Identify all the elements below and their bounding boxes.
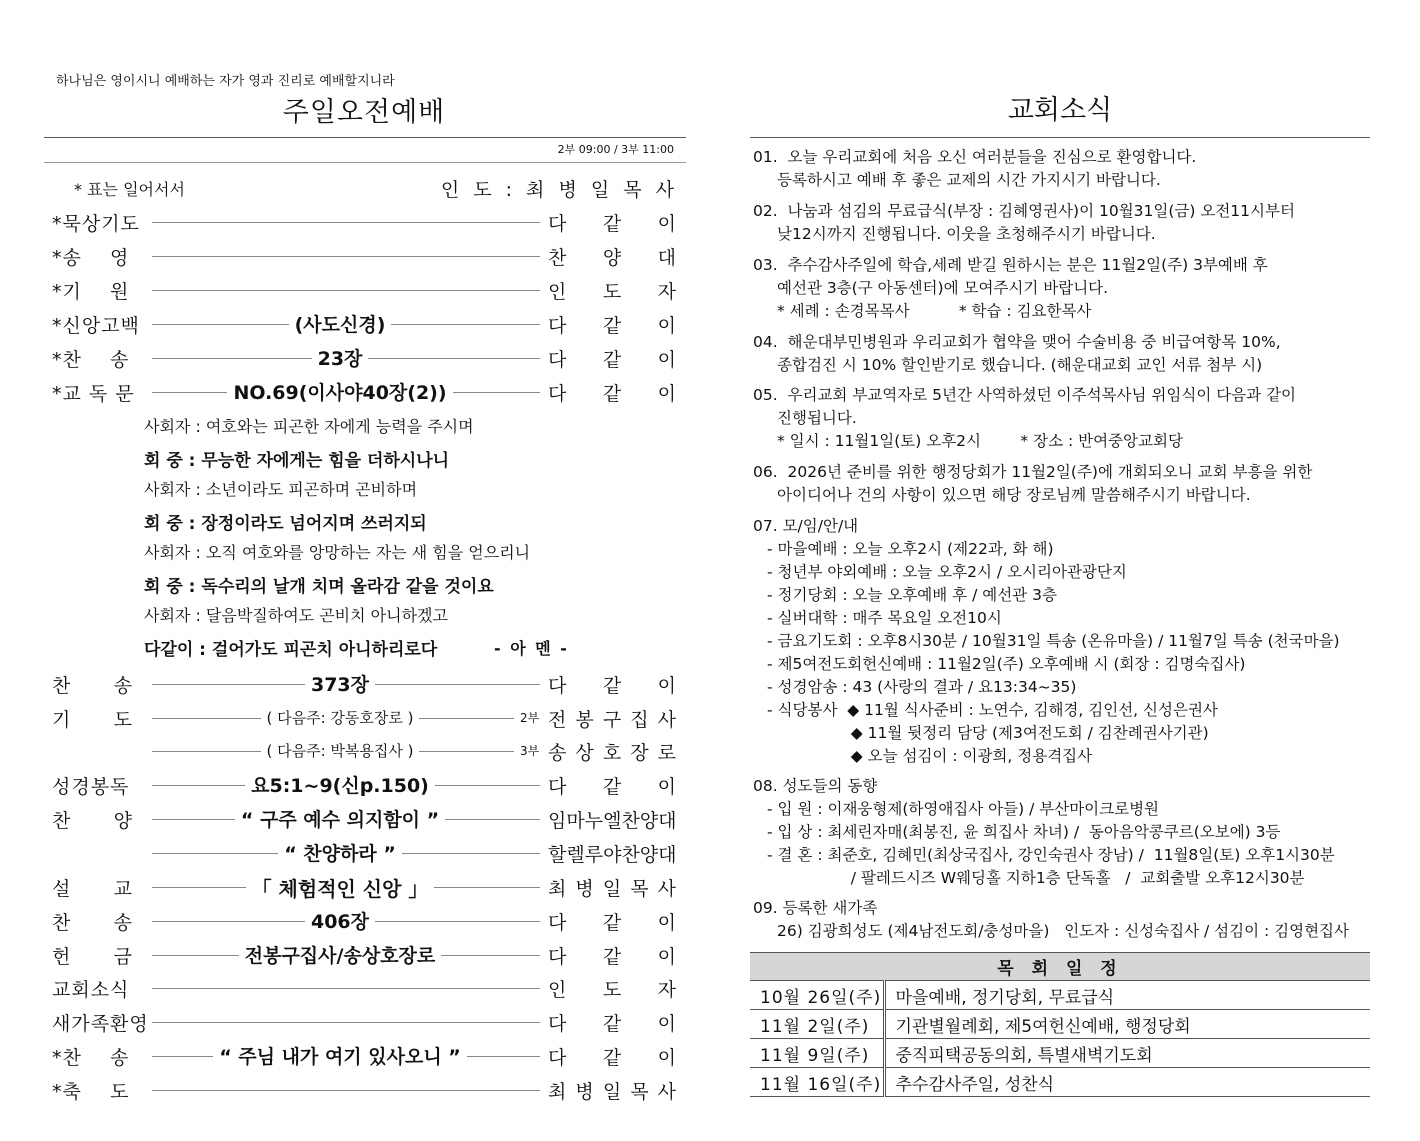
news-line: 낮12시까지 진행됩니다. 이웃을 초청해주시기 바랍니다. bbox=[777, 225, 1156, 243]
service-times: 2부 09:00 / 3부 11:00 bbox=[557, 143, 674, 156]
schedule-event: 중직피택공동의회, 특별새벽기도회 bbox=[884, 1039, 1370, 1068]
reading-line: 사회자 : 여호와는 피곤한 자에게 능력을 주시며 bbox=[144, 417, 474, 436]
news-line: 02. 나눔과 섬김의 무료급식(부장 : 김혜영권사)이 10월31일(금) 오전11시부터 bbox=[753, 202, 1295, 220]
order-label: *신앙고백 bbox=[52, 315, 140, 337]
reading-line: 사회자 : 달음박질하여도 곤비치 아니하겠고 bbox=[144, 606, 448, 625]
order-row bbox=[52, 1040, 680, 1070]
order-leader: 최 병 일 목 사 bbox=[548, 1081, 676, 1103]
leader-line bbox=[152, 1090, 540, 1091]
news-line: 07. 모/임/안/내 bbox=[753, 517, 859, 535]
order-row bbox=[52, 871, 680, 901]
order-row bbox=[52, 342, 680, 372]
schedule-event: 기관별월례회, 제5여헌신예배, 행정당회 bbox=[884, 1010, 1370, 1039]
order-leader: 송 상 호 장 로 bbox=[548, 742, 676, 764]
schedule-row bbox=[750, 981, 1370, 1010]
order-detail: “ 구주 예수 의지함이 ” bbox=[172, 805, 508, 832]
order-leader: 다 같 이 bbox=[548, 349, 676, 371]
schedule-row bbox=[750, 1039, 1370, 1068]
times-rule bbox=[44, 162, 686, 163]
order-row bbox=[52, 702, 680, 732]
order-leader: 최 병 일 목 사 bbox=[548, 878, 676, 900]
order-detail: 373장 bbox=[172, 670, 508, 697]
leader-line bbox=[152, 256, 540, 257]
order-row bbox=[52, 1006, 680, 1036]
order-label: *찬 송 bbox=[52, 349, 130, 371]
schedule-title: 목 회 일 정 bbox=[750, 953, 1370, 981]
order-label: *묵상기도 bbox=[52, 213, 140, 235]
reading-line: 회 중 : 무능한 자에게는 힘을 더하시나니 bbox=[144, 450, 450, 471]
order-detail: 406장 bbox=[172, 907, 508, 934]
order-label: 찬 양 bbox=[52, 810, 133, 832]
order-label: 기 도 bbox=[52, 709, 133, 731]
schedule-date: 11월 9일(주) bbox=[750, 1039, 884, 1068]
news-item bbox=[753, 515, 1365, 768]
standing-notice: * 표는 일어서서 bbox=[74, 180, 185, 199]
news-line: 04. 해운대부민병원과 우리교회가 협약을 맺어 수술비용 중 비급여항목 10%, bbox=[753, 333, 1281, 351]
order-label: *축 도 bbox=[52, 1081, 130, 1103]
order-row bbox=[52, 735, 680, 765]
order-label: *찬 송 bbox=[52, 1047, 130, 1069]
news-line: 06. 2026년 준비를 위한 행정당회가 11월2일(주)에 개회되오니 교회 부흥을 위한 bbox=[753, 463, 1313, 481]
reading-line: 사회자 : 오직 여호와를 앙망하는 자는 새 힘을 얻으리니 bbox=[144, 543, 531, 562]
schedule-date: 10월 26일(주) bbox=[750, 981, 884, 1010]
order-leader: 전 봉 구 집 사 bbox=[548, 709, 676, 731]
news-line: * 일시 : 11월1일(토) 오후2시 * 장소 : 반여중앙교회당 bbox=[777, 432, 1183, 450]
order-leader: 임 마 누 엘 찬 양 대 bbox=[548, 810, 677, 832]
news-title-rule bbox=[750, 137, 1370, 138]
order-label: 새가족환영 bbox=[52, 1013, 149, 1035]
order-label: 헌 금 bbox=[52, 946, 133, 968]
order-row bbox=[52, 668, 680, 698]
news-item bbox=[753, 331, 1365, 377]
order-detail: 23장 bbox=[172, 344, 508, 371]
order-detail: ( 다음주: 박복용집사 ) bbox=[172, 740, 508, 761]
order-detail: “ 주님 내가 여기 있사오니 ” bbox=[172, 1042, 508, 1069]
service-part: 3부 bbox=[520, 744, 540, 758]
news-item bbox=[753, 897, 1365, 943]
news-line: - 청년부 야외예배 : 오늘 오후2시 / 오시리아관광단지 bbox=[767, 563, 1127, 581]
order-row bbox=[52, 240, 680, 270]
leader-line bbox=[152, 222, 540, 223]
order-row bbox=[52, 308, 680, 338]
news-line: - 실버대학 : 매주 목요일 오전10시 bbox=[767, 609, 1002, 627]
order-label: 찬 송 bbox=[52, 912, 133, 934]
news-line: ◆ 오늘 섬김이 : 이광희, 정용격집사 bbox=[767, 747, 1093, 765]
news-line: 종합검진 시 10% 할인받기로 했습니다. (해운대교회 교인 서류 첨부 시) bbox=[777, 356, 1263, 374]
order-leader: 다 같 이 bbox=[548, 383, 676, 405]
news-item bbox=[753, 254, 1365, 323]
news-line: - 마을예배 : 오늘 오후2시 (제22과, 화 해) bbox=[767, 540, 1054, 558]
church-news-page bbox=[750, 0, 1370, 1141]
news-item bbox=[753, 146, 1365, 192]
news-line: 26) 김광희성도 (제4남전도회/충성마을) 인도자 : 신성숙집사 / 섬김이 : 김영현집사 bbox=[777, 922, 1350, 940]
news-line: ◆ 11월 뒷정리 담당 (제3여전도회 / 김찬례권사기관) bbox=[767, 724, 1209, 742]
schedule-row bbox=[750, 1010, 1370, 1039]
news-item bbox=[753, 775, 1365, 890]
scripture-motto: 하나님은 영이시니 예배하는 자가 영과 진리로 예배할지니라 bbox=[56, 74, 395, 89]
worship-order-page bbox=[44, 0, 686, 1141]
news-item bbox=[753, 461, 1365, 507]
order-row bbox=[52, 769, 680, 799]
schedule-event: 추수감사주일, 성찬식 bbox=[884, 1068, 1370, 1097]
news-title: 교회소식 bbox=[1007, 95, 1113, 126]
news-line: - 금요기도회 : 오후8시30분 / 10월31일 특송 (온유마을) / 11월7일 특송 (천국마을) bbox=[767, 632, 1340, 650]
order-leader: 인 도 자 bbox=[548, 281, 676, 303]
news-line: 03. 추수감사주일에 학습,세례 받길 원하시는 분은 11월2일(주) 3부예배 후 bbox=[753, 256, 1268, 274]
order-detail: 전봉구집사/송상호장로 bbox=[172, 941, 508, 968]
order-detail: (사도신경) bbox=[172, 310, 508, 337]
order-row bbox=[52, 274, 680, 304]
schedule-table bbox=[750, 952, 1370, 1097]
news-line: 진행됩니다. bbox=[777, 409, 857, 427]
order-label: *송 영 bbox=[52, 247, 130, 269]
news-item bbox=[753, 200, 1365, 246]
leader-line bbox=[152, 1022, 540, 1023]
order-label: 찬 송 bbox=[52, 675, 133, 697]
order-leader: 다 같 이 bbox=[548, 1047, 676, 1069]
order-label: 성경봉독 bbox=[52, 776, 130, 798]
news-line: - 성경암송 : 43 (사랑의 결과 / 요13:34~35) bbox=[767, 678, 1077, 696]
order-leader: 인 도 자 bbox=[548, 979, 676, 1001]
leader-line bbox=[152, 290, 540, 291]
news-line: - 입 원 : 이재웅형제(하영애집사 아들) / 부산마이크로병원 bbox=[767, 800, 1160, 818]
order-row bbox=[52, 972, 680, 1002]
news-line: 01. 오늘 우리교회에 처음 오신 여러분들을 진심으로 환영합니다. bbox=[753, 148, 1197, 166]
order-leader: 다 같 이 bbox=[548, 675, 676, 697]
news-line: - 제5여전도회헌신예배 : 11월2일(주) 오후예배 시 (회장 : 김명숙집사) bbox=[767, 655, 1246, 673]
schedule-event: 마을예배, 정기당회, 무료급식 bbox=[884, 981, 1370, 1010]
schedule-row bbox=[750, 1068, 1370, 1097]
news-line: * 세례 : 손경목목사 * 학습 : 김요한목사 bbox=[777, 302, 1092, 320]
news-line: 아이디어나 건의 사항이 있으면 해당 장로님께 말씀해주시기 바랍니다. bbox=[777, 486, 1251, 504]
news-line: 예선관 3층(구 아동센터)에 모여주시기 바랍니다. bbox=[777, 279, 1109, 297]
reading-line: 다같이 : 걸어가도 피곤치 아니하리로다 bbox=[144, 639, 438, 660]
order-detail: 「 체험적인 신앙 」 bbox=[172, 873, 508, 902]
news-line: - 식당봉사 ◆ 11월 식사준비 : 노연수, 김해경, 김인선, 신성은권사 bbox=[767, 701, 1218, 719]
schedule-date: 11월 16일(주) bbox=[750, 1068, 884, 1097]
order-label: 설 교 bbox=[52, 878, 133, 900]
worship-title: 주일오전예배 bbox=[282, 97, 446, 128]
order-label: *교 독 문 bbox=[52, 383, 135, 405]
reading-line: 사회자 : 소년이라도 피곤하며 곤비하며 bbox=[144, 480, 418, 499]
news-item bbox=[753, 384, 1365, 453]
order-detail: “ 찬양하라 ” bbox=[172, 839, 508, 866]
news-line: 08. 성도들의 동향 bbox=[753, 777, 878, 795]
order-row bbox=[52, 1074, 680, 1104]
news-line: 09. 등록한 새가족 bbox=[753, 899, 878, 917]
order-leader: 다 같 이 bbox=[548, 776, 676, 798]
order-leader: 다 같 이 bbox=[548, 946, 676, 968]
order-leader: 할 렐 루 야 찬 양 대 bbox=[548, 844, 677, 866]
order-row bbox=[52, 206, 680, 236]
order-label: 교회소식 bbox=[52, 979, 130, 1001]
news-line: 05. 우리교회 부교역자로 5년간 사역하셨던 이주석목사님 위임식이 다음과 같이 bbox=[753, 386, 1297, 404]
news-line: - 결 혼 : 최준호, 김혜민(최상국집사, 강인숙권사 장남) / 11월8일(토) 오후1시30분 bbox=[767, 846, 1335, 864]
order-row bbox=[52, 376, 680, 406]
service-leader: 인 도 : 최 병 일 목 사 bbox=[440, 179, 678, 201]
order-detail: NO.69(이사야40장(2)) bbox=[172, 378, 508, 405]
order-row bbox=[52, 939, 680, 969]
service-part: 2부 bbox=[520, 711, 540, 725]
news-line: / 팔레드시즈 W웨딩홀 지하1층 단독홀 / 교회출발 오후12시30분 bbox=[767, 869, 1305, 887]
reading-line: 회 중 : 독수리의 날개 치며 올라감 같을 것이요 bbox=[144, 576, 494, 597]
schedule-date: 11월 2일(주) bbox=[750, 1010, 884, 1039]
order-label: *기 원 bbox=[52, 281, 130, 303]
leader-line bbox=[152, 988, 540, 989]
order-leader: 다 같 이 bbox=[548, 912, 676, 934]
news-line: - 정기당회 : 오늘 오후예배 후 / 예선관 3층 bbox=[767, 586, 1057, 604]
order-detail: 요5:1~9(신p.150) bbox=[172, 771, 508, 798]
order-detail: ( 다음주: 강동호장로 ) bbox=[172, 707, 508, 728]
news-line: 등록하시고 예배 후 좋은 교제의 시간 가지시기 바랍니다. bbox=[777, 171, 1161, 189]
reading-line: 회 중 : 장정이라도 넘어지며 쓰러지되 bbox=[144, 513, 427, 534]
order-leader: 찬 양 대 bbox=[548, 247, 676, 269]
order-leader: 다 같 이 bbox=[548, 315, 676, 337]
title-rule bbox=[44, 137, 686, 138]
order-leader: 다 같 이 bbox=[548, 1013, 676, 1035]
order-row bbox=[52, 905, 680, 935]
order-leader: 다 같 이 bbox=[548, 213, 676, 235]
amen-text: - 아 멘 - bbox=[494, 639, 569, 658]
order-row bbox=[52, 837, 680, 867]
order-row bbox=[52, 803, 680, 833]
news-line: - 입 상 : 최세린자매(최봉진, 윤 희집사 차녀) / 동아음악콩쿠르(오보에) 3등 bbox=[767, 823, 1281, 841]
